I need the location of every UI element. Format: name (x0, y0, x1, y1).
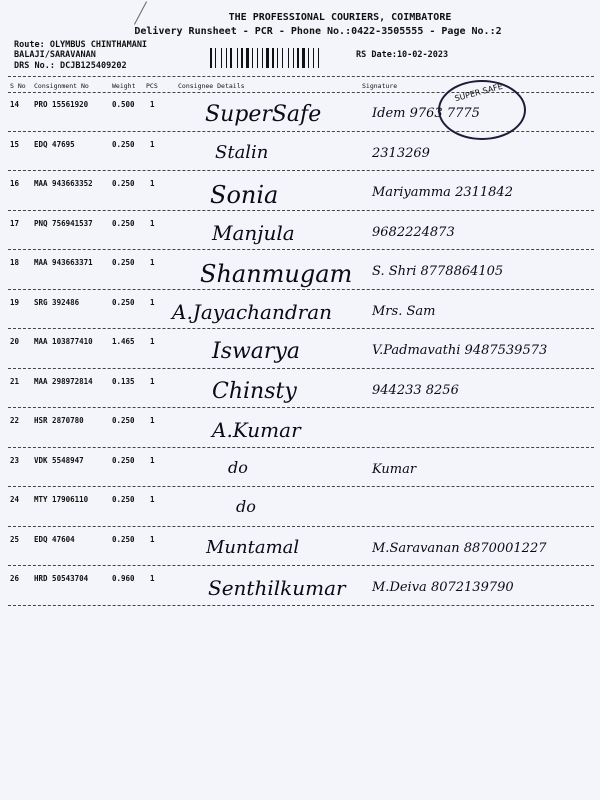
row-consignment: HRD 50543704 (34, 574, 89, 583)
row-pcs: 1 (150, 416, 155, 425)
divider (8, 76, 594, 77)
barcode-bar (250, 48, 251, 68)
signature: 2313269 (372, 145, 430, 161)
row-consignment: MAA 943663371 (34, 258, 93, 267)
row-sno: 21 (10, 376, 20, 386)
table-row (0, 489, 600, 527)
row-consignment: PRO 15561920 (34, 100, 89, 109)
table-row (0, 292, 600, 330)
consignee-handwriting: Shanmugam (200, 260, 353, 288)
rs-date: RS Date:10-02-2023 (356, 50, 449, 60)
consignee-handwriting: Senthilkumar (208, 576, 346, 600)
row-pcs: 1 (150, 139, 155, 149)
row-sno: 24 (10, 495, 20, 504)
table-row (0, 252, 600, 290)
company-stamp (438, 80, 526, 140)
col-consignee: Consignee Details (178, 82, 245, 90)
row-divider (8, 328, 594, 329)
row-pcs: 1 (150, 376, 155, 386)
staff-label: BALAJI/SARAVANAN (14, 50, 96, 60)
table-row (0, 173, 600, 211)
page-subtitle: Delivery Runsheet - PCR - Phone No.:0422-3505555 - Page No.:2 (134, 26, 502, 37)
table-row (0, 213, 600, 251)
page-title: THE PROFESSIONAL COURIERS, COIMBATORE (228, 12, 452, 23)
signature: Mrs. Sam (372, 303, 436, 319)
row-divider (8, 170, 594, 171)
row-sno: 22 (10, 416, 20, 425)
consignee-handwriting: Sonia (210, 181, 279, 209)
barcode-bar (313, 48, 314, 68)
barcode-bar (308, 48, 309, 68)
barcode-bar (293, 48, 294, 68)
row-divider (8, 249, 594, 250)
row-divider (8, 210, 594, 211)
barcode-bar (233, 48, 236, 68)
barcode-bar (217, 48, 220, 68)
row-divider (8, 565, 594, 566)
row-weight: 0.500 (112, 100, 135, 109)
barcode-bar (215, 48, 216, 68)
barcode-bar (226, 48, 227, 68)
row-weight: 0.250 (112, 495, 135, 504)
row-consignment: EDQ 47604 (34, 534, 75, 544)
consignee-handwriting: Stalin (215, 141, 269, 163)
signature: Mariyamma 2311842 (372, 185, 513, 200)
row-divider (8, 289, 594, 290)
barcode-bar (320, 48, 321, 68)
table-row (0, 331, 600, 369)
row-divider (8, 447, 594, 448)
consignee-handwriting: Manjula (212, 220, 295, 245)
consignee-handwriting: SuperSafe (205, 102, 322, 127)
consignee-handwriting: Muntamal (206, 536, 300, 558)
row-sno: 25 (10, 534, 20, 544)
consignee-handwriting: Iswarya (212, 339, 300, 364)
signature: M.Saravanan 8870001227 (372, 540, 547, 556)
row-sno: 17 (10, 218, 20, 228)
row-sno: 26 (10, 574, 20, 583)
barcode-bar (257, 48, 258, 68)
barcode-bar (244, 48, 245, 68)
row-sno: 14 (10, 100, 20, 109)
route-label: Route: OLYMBUS CHINTHAMANI (14, 40, 148, 50)
barcode-bar (266, 48, 269, 68)
row-weight: 0.250 (112, 297, 135, 307)
row-pcs: 1 (150, 337, 155, 346)
barcode-bar (264, 48, 265, 68)
row-weight: 0.960 (112, 574, 135, 583)
row-divider (8, 605, 594, 606)
barcode-bar (223, 48, 225, 68)
table-row (0, 410, 600, 448)
row-divider (8, 407, 594, 408)
col-pcs: PCS (146, 82, 158, 90)
row-weight: 0.250 (112, 179, 135, 188)
barcode-bar (282, 48, 283, 68)
row-divider (8, 526, 594, 527)
row-divider (8, 486, 594, 487)
row-pcs: 1 (150, 495, 155, 504)
barcode-bar (252, 48, 253, 68)
barcode-bar (262, 48, 263, 68)
consignee-handwriting: A.Kumar (212, 418, 301, 442)
barcode-bar (284, 48, 287, 68)
signature: 9682224873 (372, 224, 455, 240)
row-consignment: PNQ 756941537 (34, 218, 93, 228)
barcode-bar (237, 48, 238, 68)
barcode-bar (310, 48, 312, 68)
barcode-bar (318, 48, 319, 68)
row-pcs: 1 (150, 534, 155, 544)
col-signature: Signature (362, 82, 398, 90)
barcode-bar (254, 48, 256, 68)
barcode-bar (230, 48, 232, 68)
row-consignment: MTY 17906110 (34, 495, 89, 504)
row-pcs: 1 (150, 297, 155, 307)
table-row (0, 134, 600, 172)
consignee-handwriting: do (236, 497, 256, 516)
row-divider (8, 368, 594, 369)
barcode-bar (213, 48, 214, 68)
row-consignment: SRG 392486 (34, 297, 80, 307)
signature: V.Padmavathi 9487539573 (372, 343, 548, 358)
row-pcs: 1 (150, 258, 155, 267)
signature: Kumar (372, 461, 417, 477)
barcode-bar (210, 48, 212, 68)
barcode-bar (302, 48, 305, 68)
barcode-bar (270, 48, 271, 68)
barcode-bar (315, 48, 317, 68)
barcode-bar (241, 48, 243, 68)
barcode-bar (300, 48, 301, 68)
row-pcs: 1 (150, 574, 155, 583)
col-weight: Weight (112, 82, 136, 90)
row-pcs: 1 (150, 218, 155, 228)
barcode-bar (259, 48, 261, 68)
row-consignment: MAA 103877410 (34, 337, 93, 346)
row-sno: 23 (10, 455, 20, 465)
row-weight: 0.250 (112, 534, 135, 544)
row-sno: 20 (10, 337, 20, 346)
row-weight: 0.250 (112, 218, 135, 228)
row-pcs: 1 (150, 100, 155, 109)
consignee-handwriting: A.Jayachandran (172, 299, 333, 324)
barcode-bar (288, 48, 289, 68)
col-consignment: Consignment No (34, 82, 89, 90)
table-row (0, 529, 600, 567)
row-pcs: 1 (150, 179, 155, 188)
barcode-bar (221, 48, 222, 68)
row-pcs: 1 (150, 455, 155, 465)
row-consignment: MAA 943663352 (34, 179, 93, 188)
row-consignment: VDK 5548947 (34, 455, 84, 465)
barcode (210, 48, 346, 68)
barcode-bar (275, 48, 276, 68)
col-sno: S No (10, 82, 26, 90)
row-consignment: EDQ 47695 (34, 139, 75, 149)
row-weight: 0.250 (112, 416, 135, 425)
drs-number: DRS No.: DCJB125409202 (14, 61, 127, 71)
table-row (0, 371, 600, 409)
row-weight: 0.250 (112, 258, 135, 267)
row-weight: 0.250 (112, 455, 135, 465)
row-weight: 0.250 (112, 139, 135, 149)
row-consignment: MAA 298972814 (34, 376, 93, 386)
row-weight: 1.465 (112, 337, 135, 346)
barcode-bar (277, 48, 278, 68)
barcode-bar (228, 48, 229, 68)
stamp-text: SUPER SAFE (453, 81, 504, 104)
consignee-handwriting: do (228, 457, 248, 477)
barcode-bar (295, 48, 296, 68)
barcode-bar (306, 48, 307, 68)
barcode-bar (297, 48, 299, 68)
signature: S. Shri 8778864105 (372, 264, 504, 279)
signature: Idem 9763 7775 (372, 106, 480, 121)
row-sno: 19 (10, 297, 20, 307)
barcode-bar (290, 48, 292, 68)
row-weight: 0.135 (112, 376, 135, 386)
barcode-bar (272, 48, 274, 68)
signature: 944233 8256 (372, 382, 459, 398)
table-row (0, 568, 600, 606)
row-sno: 15 (10, 139, 20, 149)
barcode-bar (279, 48, 281, 68)
row-sno: 18 (10, 258, 20, 267)
row-consignment: HSR 2870780 (34, 416, 84, 425)
barcode-bar (246, 48, 249, 68)
barcode-bar (239, 48, 240, 68)
consignee-handwriting: Chinsty (212, 378, 297, 404)
signature: M.Deiva 8072139790 (372, 580, 514, 595)
row-sno: 16 (10, 179, 20, 188)
table-row (0, 450, 600, 488)
